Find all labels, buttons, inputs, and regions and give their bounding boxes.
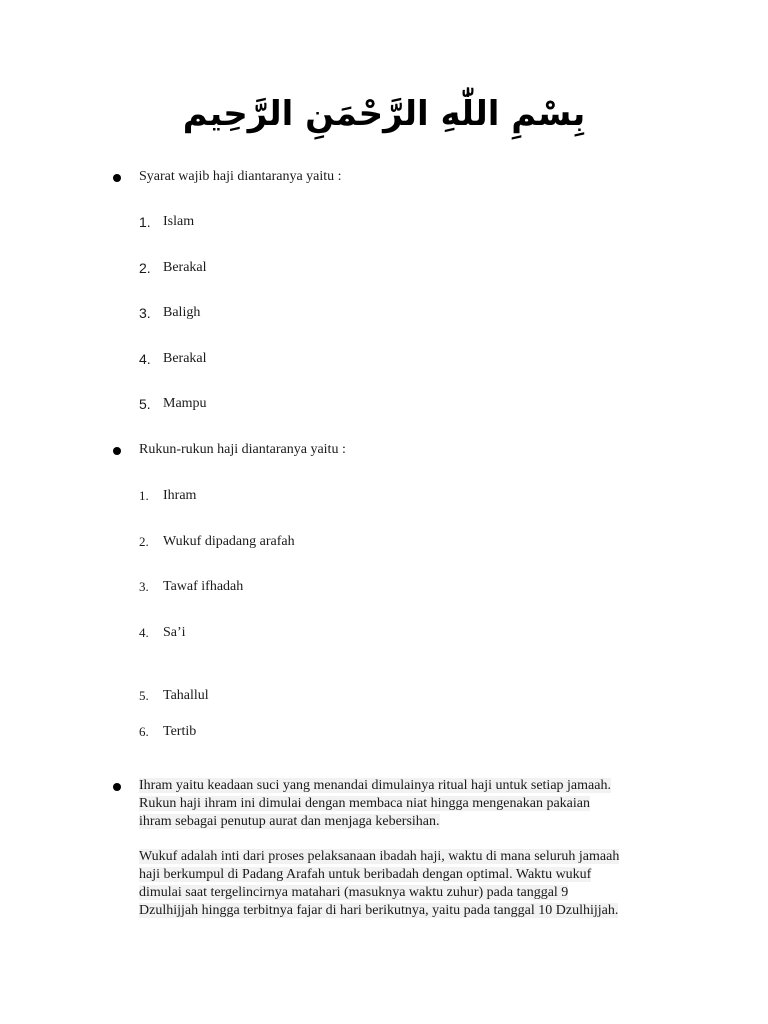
rukun-item-number: 1.: [139, 488, 149, 503]
syarat-heading: Syarat wajib haji diantaranya yaitu :: [139, 169, 342, 184]
rukun-item-number: 2.: [139, 534, 149, 549]
rukun-heading: Rukun-rukun haji diantaranya yaitu :: [139, 442, 346, 457]
paragraph-line: Wukuf adalah inti dari proses pelaksanaan ibadah haji, waktu di mana seluruh jamaah: [139, 849, 620, 864]
wukuf-paragraph: [139, 848, 684, 920]
syarat-item-number: 1.: [139, 214, 151, 230]
rukun-item: Sa’i: [163, 625, 186, 640]
syarat-item: Berakal: [163, 260, 207, 275]
syarat-item-number: 4.: [139, 351, 151, 367]
paragraph-line: Dzulhijjah hingga terbitnya fajar di hari berikutnya, yaitu pada tanggal 10 Dzulhijjah.: [139, 903, 619, 918]
rukun-item: Tawaf ifhadah: [163, 579, 244, 594]
paragraph-line: Ihram yaitu keadaan suci yang menandai dimulainya ritual haji untuk setiap jamaah.: [139, 778, 611, 793]
bullet-icon: [113, 174, 121, 182]
syarat-item: Berakal: [163, 351, 207, 366]
syarat-item: Islam: [163, 214, 195, 229]
rukun-item-number: 4.: [139, 625, 149, 640]
basmala-heading: بِسْمِ اللّٰهِ الرَّحْمَنِ الرَّحِيم: [182, 94, 586, 134]
rukun-item: Tertib: [163, 724, 197, 739]
rukun-item-number: 3.: [139, 579, 149, 594]
paragraph-line: haji berkumpul di Padang Arafah untuk beribadah dengan optimal. Waktu wukuf: [139, 867, 592, 882]
syarat-item: Mampu: [163, 396, 207, 411]
ihram-paragraph: [139, 777, 684, 831]
syarat-item-number: 3.: [139, 305, 151, 321]
rukun-item-number: 6.: [139, 724, 149, 739]
bullet-icon: [113, 783, 121, 791]
paragraph-line: dimulai saat tergelincirnya matahari (masuknya waktu zuhur) pada tanggal 9: [139, 885, 569, 900]
paragraph-line: Rukun haji ihram ini dimulai dengan membaca niat hingga mengenakan pakaian: [139, 796, 590, 811]
rukun-item: Ihram: [163, 488, 197, 503]
syarat-item-number: 2.: [139, 260, 151, 276]
syarat-item-number: 5.: [139, 396, 151, 412]
bullet-icon: [113, 447, 121, 455]
rukun-item-number: 5.: [139, 688, 149, 703]
rukun-item: Tahallul: [163, 688, 209, 703]
syarat-item: Baligh: [163, 305, 201, 320]
paragraph-line: ihram sebagai penutup aurat dan menjaga kebersihan.: [139, 814, 440, 829]
rukun-item: Wukuf dipadang arafah: [163, 534, 295, 549]
